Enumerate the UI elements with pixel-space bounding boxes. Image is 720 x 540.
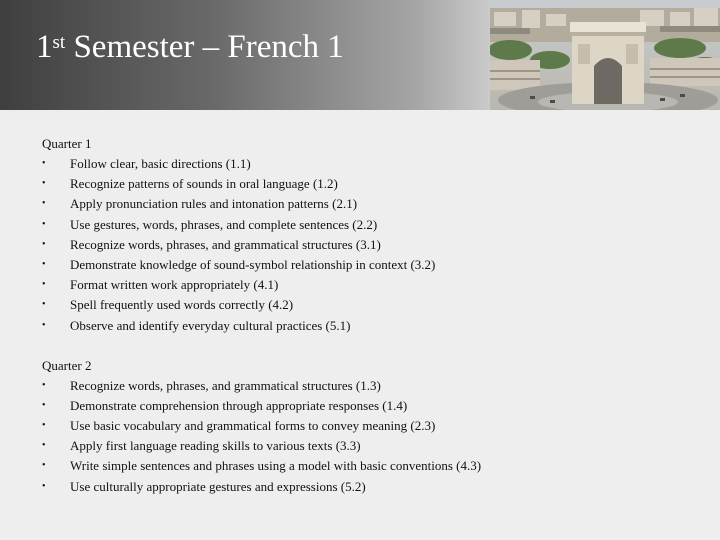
list-item: [42, 215, 702, 235]
list-item: [42, 376, 702, 396]
list-item: [42, 416, 702, 436]
list-item: [42, 316, 702, 336]
bullet-icon: •: [42, 480, 46, 492]
bullet-icon: •: [42, 218, 46, 230]
bullet-icon: •: [42, 198, 46, 210]
list-item-text: Spell frequently used words correctly (4.2): [70, 297, 294, 313]
list-item: [42, 477, 702, 497]
list-item: [42, 235, 702, 255]
list-item-text: Recognize words, phrases, and grammatical structures (1.3): [70, 377, 381, 393]
quarter-2-items: [42, 376, 702, 497]
list-item-text: Format written work appropriately (4.1): [70, 277, 279, 293]
list-item: [42, 255, 702, 275]
list-item: [42, 456, 702, 476]
list-item: [42, 194, 702, 214]
quarter-1-heading: Quarter 1: [42, 136, 92, 151]
list-item-text: Recognize patterns of sounds in oral language (1.2): [70, 176, 338, 192]
quarter-1-items: [42, 154, 702, 336]
title-text: Semester – French 1: [65, 29, 344, 65]
list-item: [42, 275, 702, 295]
list-item: [42, 295, 702, 315]
list-item: [42, 154, 702, 174]
bullet-icon: •: [42, 238, 46, 250]
bullet-icon: •: [42, 299, 46, 311]
bullet-icon: •: [42, 460, 46, 472]
list-item-text: Write simple sentences and phrases using a model with basic conventions (4.3): [70, 458, 482, 474]
list-item-text: Apply first language reading skills to various texts (3.3): [70, 438, 361, 454]
list-item-text: Apply pronunciation rules and intonation patterns (2.1): [70, 196, 358, 212]
title-banner: [0, 0, 720, 110]
bullet-icon: •: [42, 319, 46, 331]
list-item-text: Observe and identify everyday cultural practices (5.1): [70, 317, 351, 333]
list-item-text: Follow clear, basic directions (1.1): [70, 156, 251, 171]
list-item: [42, 174, 702, 194]
bullet-icon: •: [42, 440, 46, 452]
slide-title: [36, 28, 344, 68]
list-item-text: Use basic vocabulary and grammatical forms to convey meaning (2.3): [70, 418, 436, 434]
bullet-icon: •: [42, 258, 46, 270]
bullet-icon: •: [42, 420, 46, 432]
list-item-text: Use culturally appropriate gestures and expressions (5.2): [70, 478, 366, 494]
list-item: [42, 396, 702, 416]
list-item: [42, 436, 702, 456]
list-item-text: Use gestures, words, phrases, and complete sentences (2.2): [70, 216, 378, 232]
bullet-icon: •: [42, 279, 46, 291]
quarter-2-heading: Quarter 2: [42, 357, 92, 373]
list-item-text: Demonstrate knowledge of sound-symbol relationship in context (3.2): [70, 256, 436, 272]
title-number: 1: [36, 29, 53, 65]
bullet-icon: •: [42, 379, 46, 391]
quarter-2-section: [42, 356, 702, 497]
bullet-icon: •: [42, 178, 46, 190]
list-item-text: Recognize words, phrases, and grammatical structures (3.1): [70, 236, 381, 252]
standards-list: [42, 134, 702, 497]
quarter-1-section: [42, 134, 702, 336]
bullet-icon: •: [42, 399, 46, 411]
arc-de-triomphe-photo: [490, 0, 720, 110]
title-ordinal-suffix: st: [52, 32, 66, 53]
list-item-text: Demonstrate comprehension through appropriate responses (1.4): [70, 397, 408, 413]
bullet-icon: •: [42, 158, 46, 169]
